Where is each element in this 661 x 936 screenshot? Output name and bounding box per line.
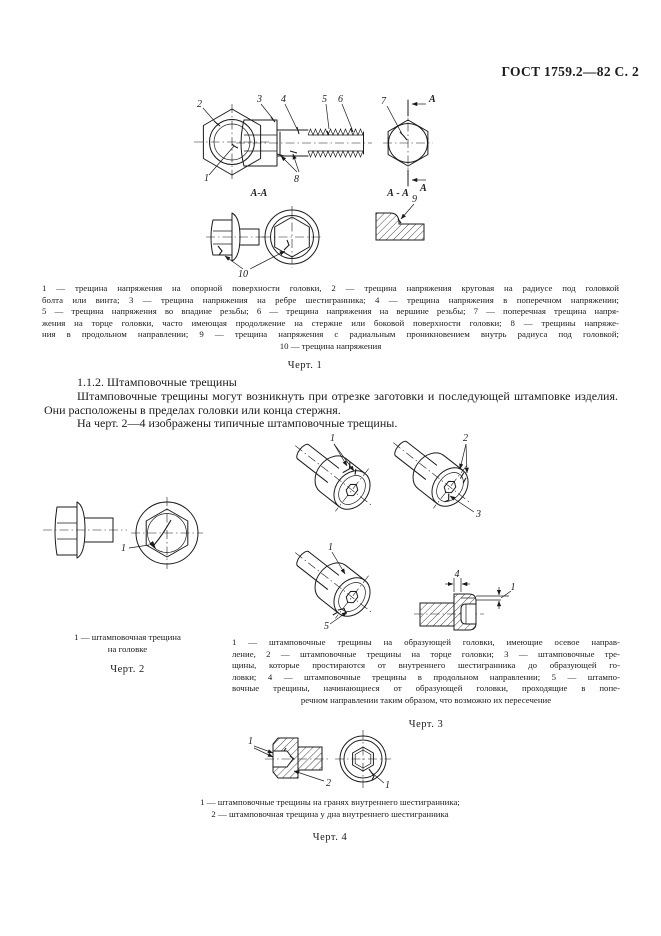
fig3-callout-a1: 1 — [330, 433, 335, 444]
fig4-caption-line: 1 — штамповочные трещины на гранях внутреннего шестигранника; — [200, 797, 460, 807]
fig1-callout-9: 9 — [412, 194, 417, 205]
fig2-head-front-view — [121, 497, 203, 569]
fig1-hatched-section — [376, 194, 424, 240]
figure-1-drawing — [180, 92, 450, 282]
fig4-socket-front-view — [335, 730, 391, 791]
fig4-title: Черт. 4 — [312, 832, 348, 843]
fig1-caption — [42, 283, 619, 352]
fig1-head-front-view — [194, 99, 270, 184]
fig3-section-view-d — [414, 569, 516, 630]
fig4-caption-line: 2 — штамповочная трещина у дна внутреннего шестигранника — [211, 808, 449, 819]
section-heading: 1.1.2. Штамповочные трещины — [77, 375, 237, 389]
fig1-caption-line: 1 — трещина напряжения на опорной поверхности головки, 2 — трещина напряжения круговая на радиусе под головкой — [42, 283, 619, 293]
fig3-caption-line: ление, 2 — штамповочные трещины на торце головки; 3 — штамповочные тре- — [232, 648, 620, 659]
fig1-caption-line: болта или винта; 3 — трещина напряжения на ребре шестигранника; 4 — трещина напряжения в поперечном напряжении; — [42, 294, 619, 305]
fig3-callout-c5: 5 — [324, 621, 329, 632]
fig2-caption-line: 1 — штамповочная трещина — [74, 632, 181, 642]
figure-2-drawing — [35, 485, 235, 620]
fig3-screw-view-a — [279, 424, 389, 527]
fig3-caption-line: 1 — штамповочные трещины на образующей головки, имеющие осевое направ- — [232, 637, 620, 647]
fig3-screw-view-c — [279, 531, 389, 634]
fig1-callout-1: 1 — [204, 173, 209, 184]
fig3-caption-line: вочные трещины, начинающиеся от образующей головки, проходящие в попе- — [232, 683, 620, 693]
fig1-cut-letter-bottom: А — [420, 183, 427, 194]
fig3-caption-line: ловки; 4 — штамповочные трещины в продольном направлении; 5 — штампо- — [232, 671, 620, 682]
fig1-caption-line: ния в продольном направлении; 9 — трещина напряжения с радиальным проникновением внутрь радиуса под головкой; — [42, 329, 619, 339]
figure-4-drawing — [235, 726, 405, 796]
fig1-callout-8: 8 — [294, 174, 299, 185]
body-paragraph-2: На черт. 2—4 изображены типичные штамповочные трещины. — [77, 416, 398, 431]
fig1-caption-line: 10 — трещина напряжения — [279, 340, 382, 351]
fig1-callout-3: 3 — [257, 94, 262, 105]
fig1-section-title-right: А - А — [387, 188, 409, 199]
fig3-caption — [232, 637, 620, 706]
fig4-socket-head-section — [248, 736, 331, 789]
fig1-callout-6: 6 — [338, 94, 343, 105]
fig4-callout-r1: 1 — [385, 780, 390, 791]
fig1-flanged-bolt-view — [206, 213, 266, 261]
fig1-section-title-left: А-А — [250, 188, 268, 199]
fig1-cut-letter-top: А — [429, 94, 436, 105]
fig1-caption-line: 5 — трещина напряжения во впадине резьбы; 6 — трещина напряжения на вершине резьбы; 7 — поперечная трещина напря- — [42, 306, 619, 316]
fig1-callout-7: 7 — [381, 96, 386, 107]
page-header: ГОСТ 1759.2—82 С. 2 — [501, 64, 639, 79]
fig3-caption-line: щины, которые простираются от внутреннего шестигранника до образующей го- — [232, 660, 620, 670]
body-paragraph-1: Штамповочные трещины могут возникнуть при отрезке заготовки и последующей штамповке изделия. Они расположены в пределах головки или конца стержня. — [44, 388, 618, 417]
fig1-title: Черт. 1 — [287, 360, 323, 371]
fig1-caption-line: жения на торце головки, часто имеющая продолжение на стержне или боковой поверхности головки; 8 — трещины напряже- — [42, 317, 619, 328]
fig1-callout-4: 4 — [281, 94, 286, 105]
fig3-screw-view-b — [377, 421, 487, 524]
fig2-title: Черт. 2 — [110, 664, 145, 675]
fig1-head-view-cut — [381, 94, 436, 194]
fig1-bolt-side-view — [236, 94, 372, 185]
fig3-callout-b2: 2 — [463, 433, 468, 444]
fig4-caption — [40, 797, 620, 820]
fig2-caption-line: на головке — [107, 643, 148, 654]
fig2-flanged-bolt-side-view — [43, 502, 127, 558]
fig3-title: Черт. 3 — [408, 719, 444, 730]
fig3-callout-d4: 4 — [454, 569, 460, 580]
fig2-caption — [40, 632, 215, 655]
fig4-callout-l1: 1 — [248, 736, 253, 747]
fig3-callout-b3: 3 — [476, 509, 481, 520]
fig3-caption-line: речном направлении таким образом, что возможно их пересечение — [300, 694, 552, 705]
fig1-callout-2: 2 — [197, 99, 202, 110]
fig4-callout-l2: 2 — [326, 778, 331, 789]
fig2-callout-1: 1 — [121, 543, 126, 554]
fig1-callout-5: 5 — [322, 94, 327, 105]
fig1-callout-10: 10 — [238, 269, 248, 280]
body-text — [44, 376, 618, 431]
fig3-callout-d1: 1 — [510, 582, 516, 593]
fig3-callout-c1: 1 — [328, 542, 333, 553]
figure-3-drawing — [270, 428, 540, 633]
